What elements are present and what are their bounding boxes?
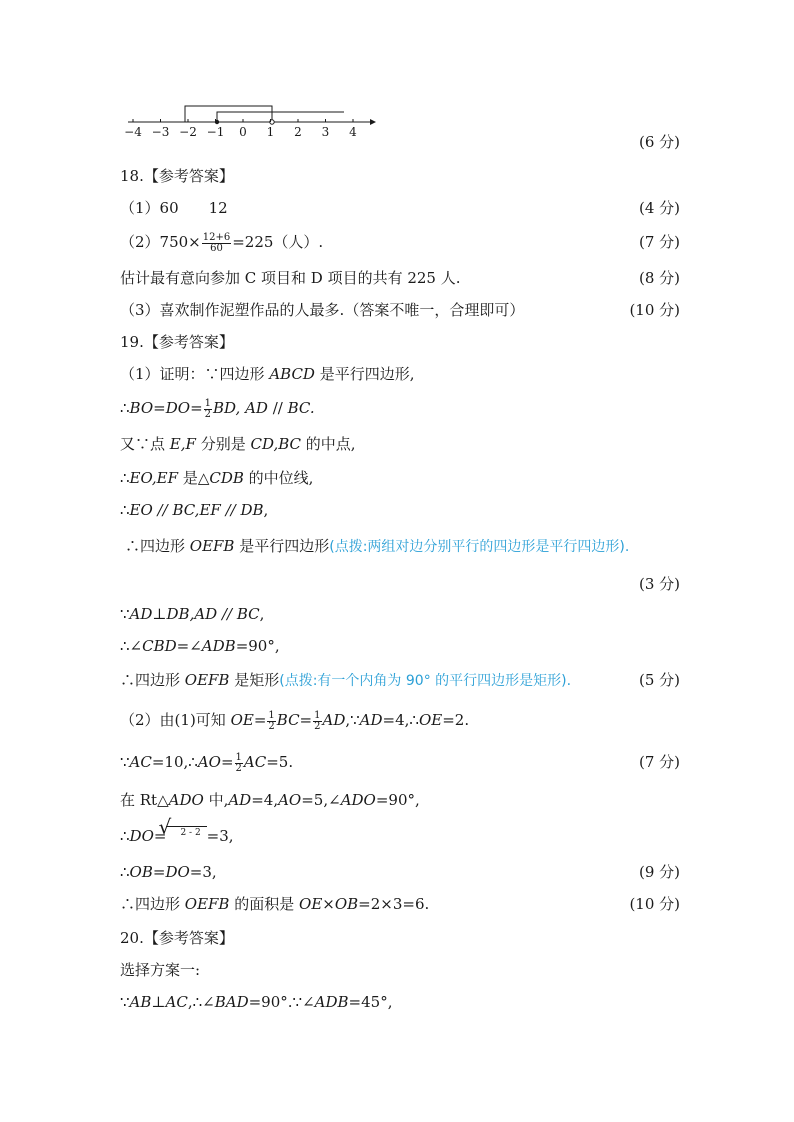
solution-bracket-2 [217, 112, 344, 122]
q19-line12 [120, 788, 680, 812]
math-var: OB [334, 895, 359, 913]
text: =3, [206, 827, 234, 845]
score: (7 分) [638, 753, 680, 771]
hint-text: (点拨:两组对边分别平行的四边形是平行四边形). [329, 539, 630, 555]
number-line-arrow [370, 119, 376, 125]
score: (6 分) [638, 133, 680, 151]
math-var: AC [129, 753, 152, 771]
text: 的面积是 [229, 895, 300, 913]
math-var: DO [165, 399, 191, 417]
q19-line9 [120, 668, 680, 692]
math-var: OE [230, 711, 254, 729]
q18-part1 [120, 196, 680, 220]
text: 中, [203, 791, 229, 809]
math-var: ADO [340, 791, 376, 809]
math-var: OEFB [184, 671, 230, 689]
q19-line8 [120, 634, 680, 658]
square-root: √ 2 - 2 [166, 826, 206, 839]
text: // [267, 399, 288, 417]
math-var: E,F [169, 435, 196, 453]
math-var: CDB [209, 469, 244, 487]
denominator: 2 [314, 720, 321, 732]
text: =45°, [348, 993, 393, 1011]
text: = [299, 711, 313, 729]
q18-part2 [120, 230, 680, 254]
q19-line1 [120, 362, 680, 386]
text: 分别是 [195, 435, 251, 453]
math-var: AB [129, 993, 152, 1011]
text: 的中位线, [243, 469, 314, 487]
text: ∴ [120, 501, 130, 519]
q19-line4 [120, 466, 680, 490]
math-var: OB [129, 863, 153, 881]
text: = [153, 827, 167, 845]
text: ∵ [120, 753, 130, 771]
text: =90°, [375, 791, 420, 809]
text: = [220, 753, 234, 771]
math-var: CD,BC [250, 435, 301, 453]
q19-line15 [120, 892, 680, 916]
score: (3 分) [638, 575, 680, 593]
text: ∴四边形 [120, 895, 185, 913]
text: 是矩形 [229, 671, 280, 689]
q19-line6 [125, 534, 685, 558]
solution-bracket-1 [185, 106, 272, 122]
text: 是平行四边形 [234, 537, 330, 555]
math-var: OEFB [189, 537, 235, 555]
denominator: 2 [204, 408, 212, 420]
header-text: 19.【参考答案】 [120, 333, 234, 351]
text: = [152, 863, 166, 881]
text: 是△ [178, 469, 210, 487]
numberline-score-line [120, 130, 680, 154]
text: ∵ [120, 993, 130, 1011]
text: ∵ [120, 605, 130, 623]
math-var: OE [418, 711, 443, 729]
tick-label: −4 [124, 125, 142, 139]
q18-header [120, 164, 680, 188]
text: ∴ [120, 469, 130, 487]
hint-text: (点拨:有一个内角为 90° 的平行四边形是矩形). [279, 673, 572, 689]
text: ⊥ [152, 605, 167, 623]
math-var: AO [197, 753, 221, 771]
text: ∴四边形 [125, 537, 190, 555]
text: ⊥ [151, 993, 166, 1011]
q20-header [120, 926, 680, 950]
math-var: BD, AD [213, 399, 268, 417]
answer-text: （2）750× [120, 233, 201, 251]
math-var: AD [359, 711, 383, 729]
q18-part3 [120, 298, 680, 322]
math-var: AC [165, 993, 188, 1011]
text: 又∵点 [120, 435, 170, 453]
numerator: 1 [204, 397, 212, 409]
text: × [322, 895, 335, 913]
text: ∴ [120, 863, 130, 881]
answer-text: （3）喜欢制作泥塑作品的人最多.（答案不唯一，合理即可） [120, 301, 525, 319]
denominator: 2 [235, 762, 242, 774]
text: =2. [442, 711, 470, 729]
math-var: BC [276, 711, 300, 729]
q18-part2-conclusion [120, 266, 680, 290]
header-text: 18.【参考答案】 [120, 167, 234, 185]
math-var: CBD [142, 637, 177, 655]
header-text: 20.【参考答案】 [120, 929, 234, 947]
text: =4, [251, 791, 279, 809]
math-var: EO // BC,EF // DB [129, 501, 264, 519]
text: ,∵ [345, 711, 360, 729]
text: =5,∠ [301, 791, 341, 809]
tick-label: −3 [151, 125, 170, 139]
text: =90°, [235, 637, 280, 655]
fraction [204, 399, 212, 420]
q20-line2 [120, 990, 680, 1014]
q19-line6-score [120, 572, 680, 596]
fraction [267, 711, 275, 732]
math-var: ADB [314, 993, 349, 1011]
tick-label: −1 [206, 125, 225, 139]
text: , [259, 605, 265, 623]
score: (10 分) [629, 301, 680, 319]
tick-label: 2 [294, 125, 302, 139]
math-var: AD [322, 711, 346, 729]
text: =2×3=6. [358, 895, 430, 913]
score: (5 分) [638, 671, 680, 689]
math-var: DO [165, 863, 190, 881]
q19-line14 [120, 860, 680, 884]
denominator: 60 [210, 242, 223, 254]
math-var: DO [129, 827, 154, 845]
score: (10 分) [629, 895, 680, 913]
math-var: AD [228, 791, 252, 809]
tick-label: 0 [239, 125, 247, 139]
tick-label: −2 [179, 125, 197, 139]
text: = [190, 399, 203, 417]
math-var: EO,EF [129, 469, 179, 487]
fraction [202, 233, 231, 254]
math-var: OE [299, 895, 323, 913]
text: , [263, 501, 269, 519]
text: ∴ [120, 827, 130, 845]
q19-line13 [120, 824, 680, 848]
answer-text: （1）60 12 [120, 199, 228, 217]
fraction [235, 753, 243, 774]
math-var: AC [243, 753, 267, 771]
score: (9 分) [638, 863, 680, 881]
math-var: BO [129, 399, 154, 417]
text: 的中点, [300, 435, 356, 453]
q19-line10 [120, 708, 680, 732]
text: = [253, 711, 267, 729]
text: 是平行四边形, [314, 365, 415, 383]
text: （1）证明：∵四边形 [120, 365, 270, 383]
math-var: AD [129, 605, 153, 623]
text: （2）由(1)可知 [120, 711, 231, 729]
numerator: 1 [235, 751, 242, 763]
tick-label: 3 [321, 125, 330, 139]
score: (8 分) [638, 269, 680, 287]
fraction [313, 711, 321, 732]
answer-text: =225（人）. [232, 233, 324, 251]
math-var: AO [278, 791, 302, 809]
text: =5. [266, 753, 294, 771]
text: ∴∠ [120, 637, 143, 655]
numerator: 1 [314, 709, 321, 721]
math-var: ADO [168, 791, 204, 809]
math-var: BAD [214, 993, 249, 1011]
text: =3, [189, 863, 217, 881]
tick-label: 1 [266, 125, 275, 139]
text: ,∴∠ [187, 993, 215, 1011]
text: ∴ [120, 399, 130, 417]
text: =4,∴ [382, 711, 419, 729]
text: = [153, 399, 166, 417]
q19-line5 [120, 498, 680, 522]
q19-line7 [120, 602, 680, 626]
text: =10,∴ [151, 753, 198, 771]
numerator: 12+6 [202, 231, 231, 243]
answer-text: 估计最有意向参加 C 项目和 D 项目的共有 225 人. [120, 269, 461, 287]
denominator: 2 [268, 720, 275, 732]
q19-line2 [120, 396, 680, 420]
score: (4 分) [638, 199, 680, 217]
text: =∠ [176, 637, 202, 655]
math-var: DB,AD // BC [166, 605, 260, 623]
text: 在 Rt△ [120, 791, 169, 809]
score: (7 分) [638, 233, 680, 251]
math-var: ADB [201, 637, 236, 655]
tick-label: 4 [349, 125, 357, 139]
numerator: 1 [268, 709, 275, 721]
q19-line11 [120, 750, 680, 774]
q19-line3 [120, 432, 680, 456]
math-var: BC. [287, 399, 315, 417]
text: ∴四边形 [120, 671, 185, 689]
q20-line1 [120, 958, 680, 982]
text: 选择方案一: [120, 961, 201, 979]
math-var: ABCD [269, 365, 315, 383]
q19-header [120, 330, 680, 354]
math-var: OEFB [184, 895, 230, 913]
text: =90°.∵∠ [248, 993, 315, 1011]
